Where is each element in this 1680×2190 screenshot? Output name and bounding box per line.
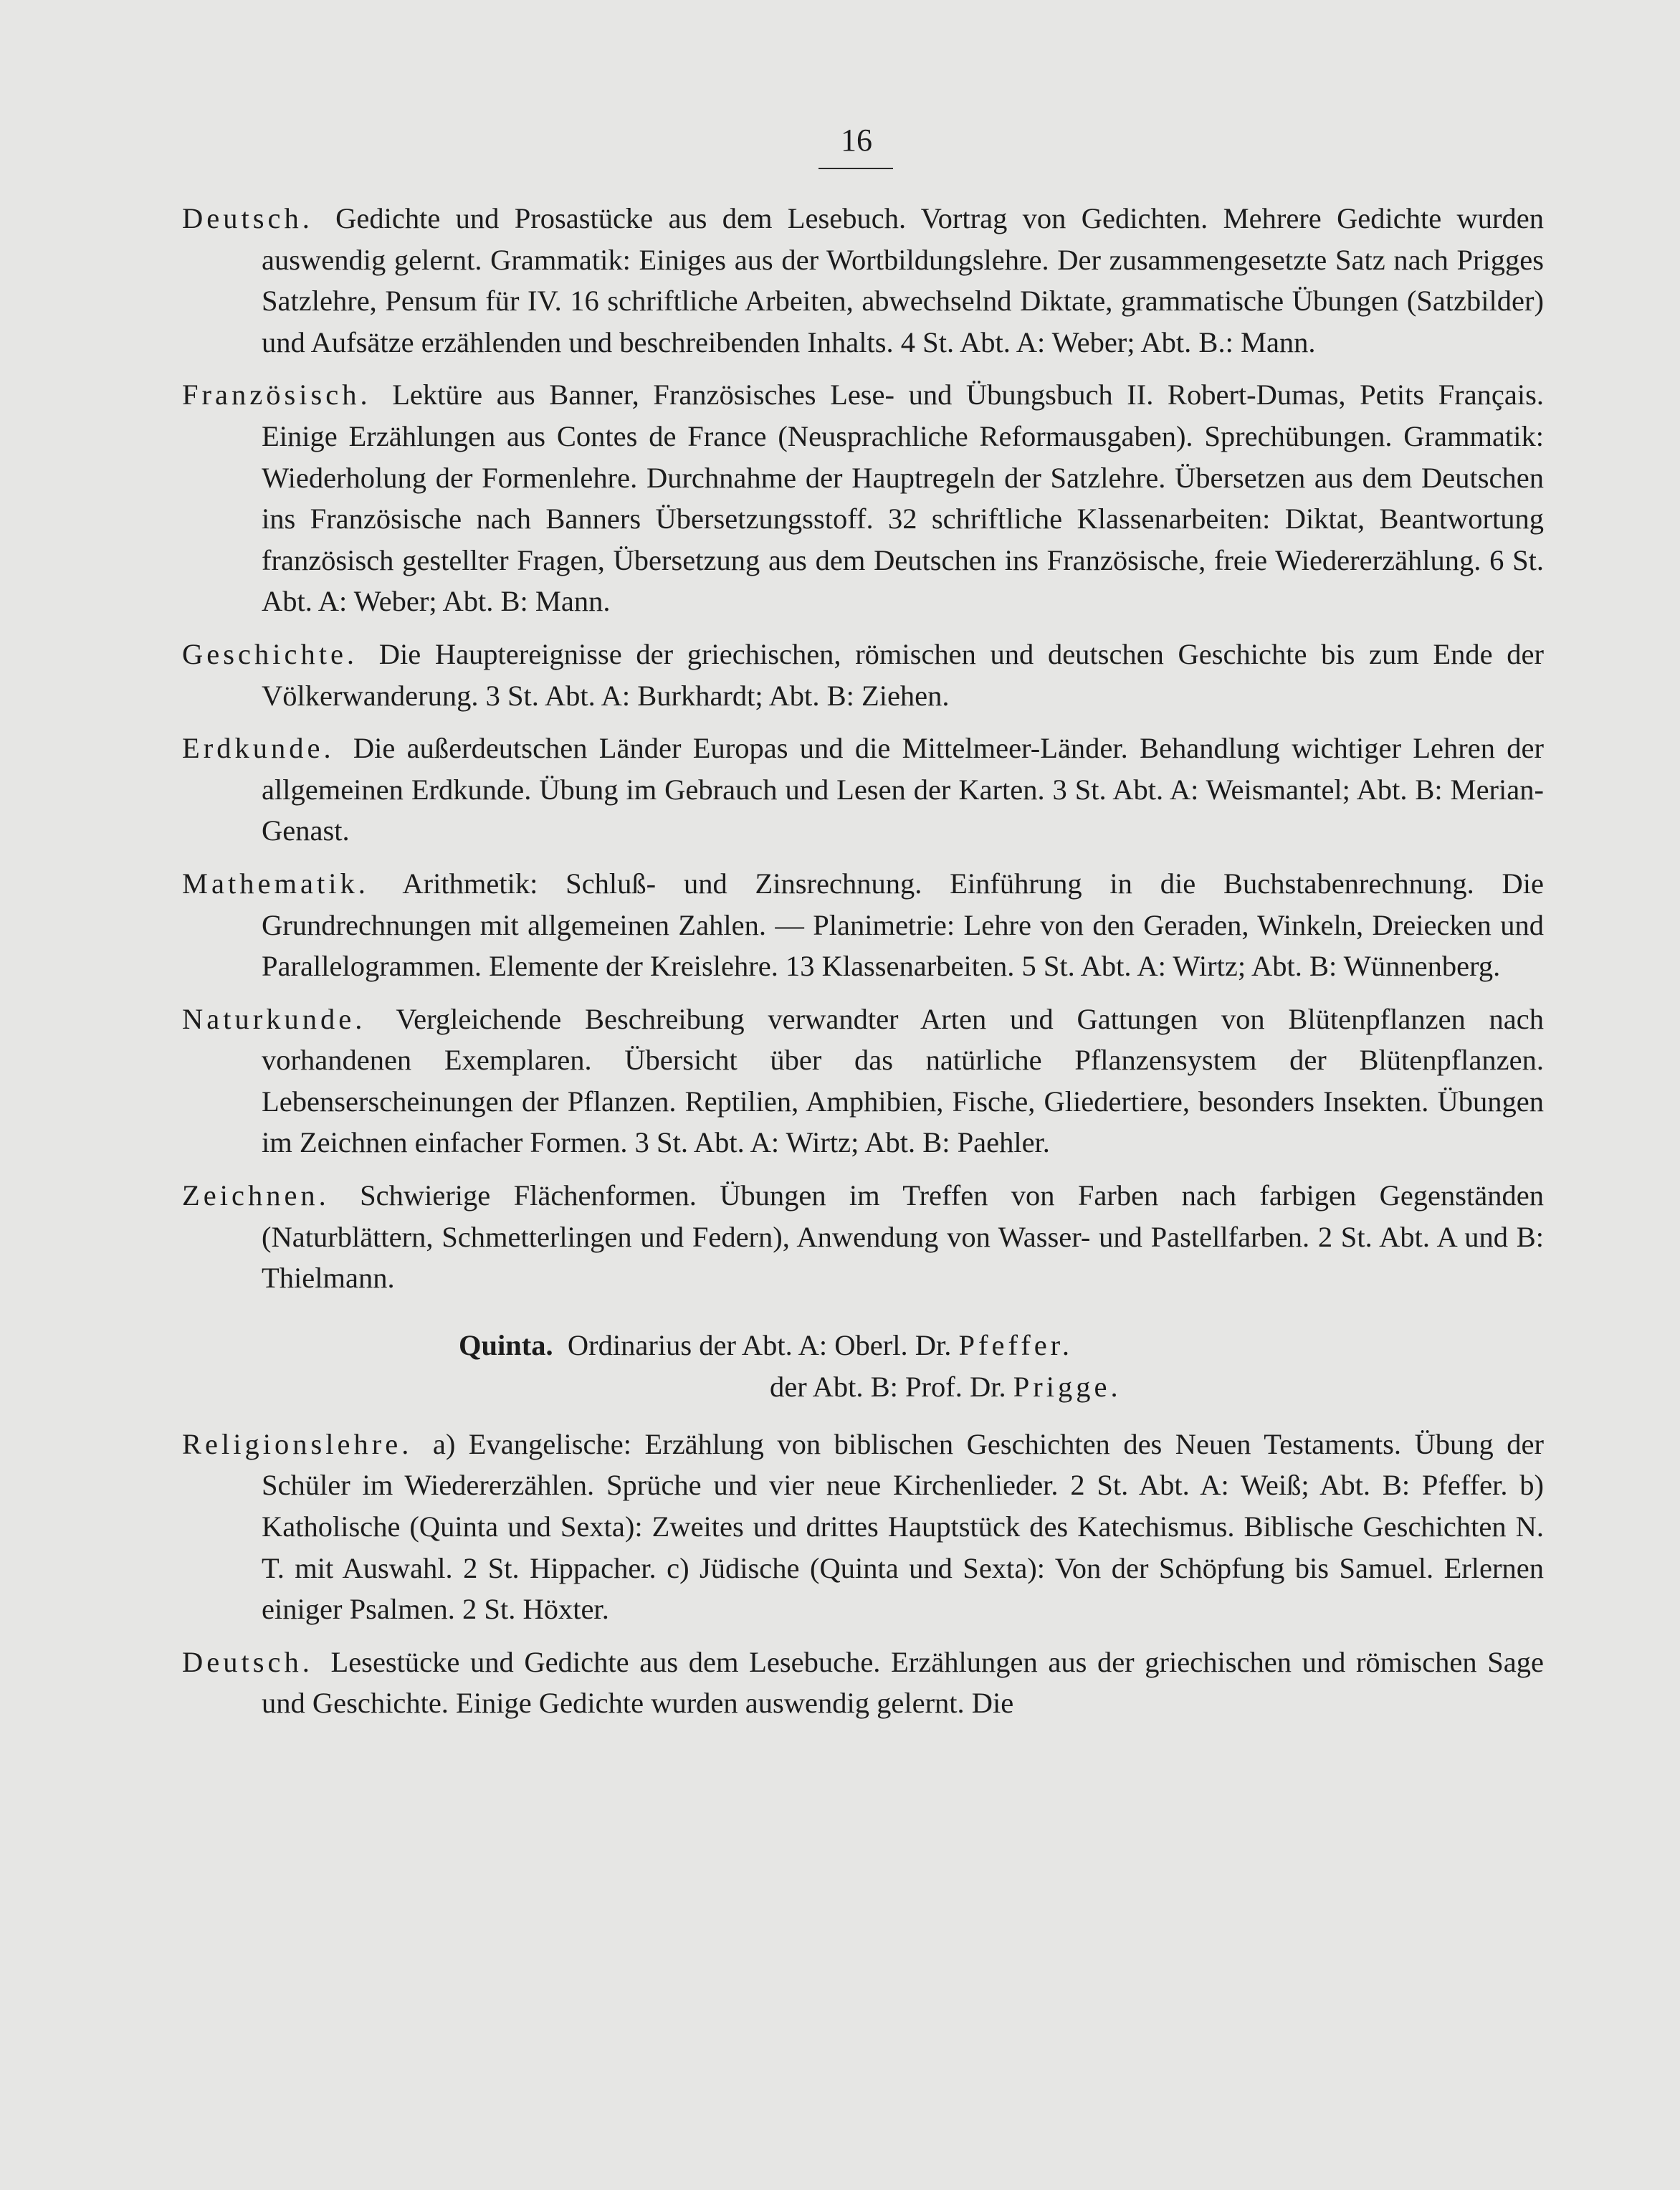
section-zeichnen [182, 1175, 1544, 1299]
section-deutsch [182, 198, 1544, 363]
section-text: Lesestücke und Gedichte aus dem Lesebuche. Erzählungen aus der griechischen und römischen Sage und Geschichte. Einige Gedichte wurden auswendig gelernt. Die [262, 1645, 1544, 1720]
section-text: Arithmetik: Schluß- und Zinsrechnung. Einführung in die Buchstabenrechnung. Die Grundrechnungen mit allgemeinen Zahlen. — Planimetrie: Lehre von den Geraden, Winkeln, Dreiecken und Parallelogrammen. Elemente der Kreislehre. 13 Klassenarbeiten. 5 St. Abt. A: Wirtz; Abt. B: Wünnenberg. [262, 867, 1545, 983]
section-subject: Erdkunde. [182, 732, 335, 765]
section-erdkunde [182, 728, 1544, 852]
section-subject: Naturkunde. [182, 1002, 366, 1035]
section-text: Schwierige Flächenformen. Übungen im Treffen von Farben nach farbigen Gegenständen (Naturblättern, Schmetterlingen und Federn), Anwendung von Wasser- und Pastellfarben. 2 St. Abt. A und B: Thielmann. [262, 1179, 1544, 1295]
section-franzoesisch [182, 374, 1544, 622]
section-subject: Französisch. [182, 379, 371, 411]
ordinarius-line-1 [459, 1325, 1073, 1366]
section-text: Gedichte und Prosastücke aus dem Lesebuch. Vortrag von Gedichten. Mehrere Gedichte wurden auswendig gelernt. Grammatik: Einiges aus der Wortbildungslehre. Der zusammengesetzte Satz nach Prigges Satzlehre, Pensum für IV. 16 schriftliche Arbeiten, abwechselnd Diktate, grammatische Übungen (Satzbilder) und Aufsätze erzählenden und beschreibenden Inhalts. 4 St. Abt. A: Weber; Abt. B.: Mann. [262, 202, 1545, 358]
section-subject: Deutsch. [182, 1645, 313, 1678]
page-content [182, 198, 1544, 1736]
section-text: Die Hauptereignisse der griechischen, römischen und deutschen Geschichte bis zum Ende der Völkerwanderung. 3 St. Abt. A: Burkhardt; Abt. B: Ziehen. [262, 637, 1544, 712]
ordinarius-line-2 [770, 1366, 1122, 1408]
section-text: Vergleichende Beschreibung verwandter Arten und Gattungen von Blütenpflanzen nach vorhandenen Exemplaren. Übersicht über das natürliche Pflanzensystem der Blütenpflanzen. Lebenserscheinungen der Pflanzen. Reptilien, Amphibien, Fische, Gliedertiere, besonders Insekten. Übungen im Zeichnen einfacher Formen. 3 St. Abt. A: Wirtz; Abt. B: Paehler. [262, 1002, 1544, 1159]
ordinarius-a-name: Pfeffer. [958, 1328, 1074, 1361]
section-deutsch-quinta [182, 1642, 1544, 1724]
section-subject: Deutsch. [182, 202, 313, 234]
section-subject: Zeichnen. [182, 1179, 330, 1212]
ordinarius-b-name: Prigge. [1013, 1370, 1122, 1403]
section-text: Die außerdeutschen Länder Europas und die Mittelmeer-Länder. Behandlung wichtiger Lehren der allgemeinen Erdkunde. Übung im Gebrauch und Lesen der Karten. 3 St. Abt. A: Weismantel; Abt. B: Merian-Genast. [262, 732, 1544, 847]
section-religionslehre [182, 1424, 1544, 1630]
section-text: Lektüre aus Banner, Französisches Lese- und Übungsbuch II. Robert-Dumas, Petits Français. Einige Erzählungen aus Contes de France (Neusprachliche Reformausgaben). Sprechübungen. Grammatik: Wiederholung der Formenlehre. Durchnahme der Hauptregeln der Satzlehre. Übersetzen aus dem Deutschen ins Französische nach Banners Übersetzungsstoff. 32 schriftliche Klassenarbeiten: Diktat, Beantwortung französisch gestellter Fragen, Übersetzung aus dem Deutschen ins Französische, freie Wiedererzählung. 6 St. Abt. A: Weber; Abt. B: Mann. [262, 379, 1545, 618]
section-mathematik [182, 863, 1544, 987]
page-number-rule [818, 168, 893, 169]
section-text: a) Evangelische: Erzählung von biblischen Geschichten des Neuen Testaments. Übung der Schüler im Wiedererzählen. Sprüche und vier neue Kirchenlieder. 2 St. Abt. A: Weiß; Abt. B: Pfeffer. b) Katholische (Quinta und Sexta): Zweites und drittes Hauptstück des Katechismus. Biblische Geschichten N. T. mit Auswahl. 2 St. Hippacher. c) Jüdische (Quinta und Sexta): Von der Schöpfung bis Samuel. Erlernen einiger Psalmen. 2 St. Höxter. [262, 1427, 1544, 1626]
section-subject: Religionslehre. [182, 1427, 413, 1460]
section-subject: Geschichte. [182, 637, 358, 670]
class-name: Quinta. [459, 1328, 553, 1361]
class-ordinarius-header [182, 1325, 1544, 1408]
section-subject: Mathematik. [182, 867, 369, 900]
ordinarius-b-prefix: der Abt. B: Prof. Dr. [770, 1370, 1006, 1403]
ordinarius-a-prefix: Ordinarius der Abt. A: Oberl. Dr. [567, 1328, 952, 1361]
section-geschichte [182, 634, 1544, 716]
section-naturkunde [182, 999, 1544, 1163]
page-number: 16 [841, 123, 872, 158]
